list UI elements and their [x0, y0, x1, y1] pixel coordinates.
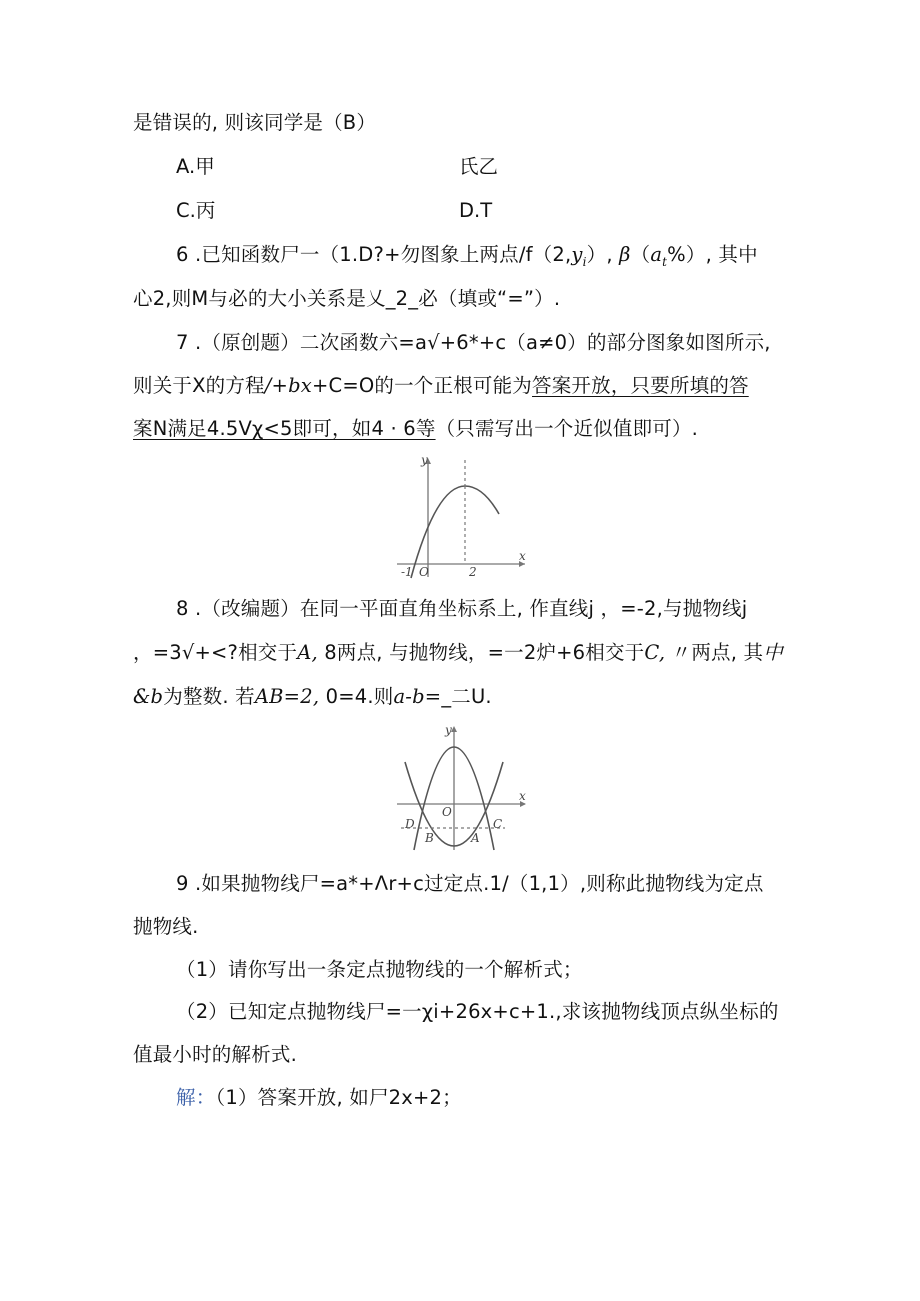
- label-x: x: [519, 789, 526, 803]
- q6-line-1: 6 .已知函数尸一（1.D?+勿图象上两点$/f(2,y_i)$, $\beta(a_t\%)$, 其中: [176, 243, 758, 269]
- label-b: B: [425, 831, 434, 845]
- figure-q7-parabola: [395, 452, 535, 582]
- q9-part-2-line-1: （2）已知定点抛物线尸=一χi+26x+c+1.,求该抛物线顶点纵坐标的: [176, 1000, 779, 1023]
- q7-line-3: 案N满足4.5Vχ<5即可，如4 · 6等（只需写出一个近似值即可）.: [133, 417, 699, 440]
- q6-line-2: 心2,则M与必的大小关系是乂_2_必（填或“=”）.: [133, 287, 561, 310]
- q5-tail: 是错误的, 则该同学是（B）: [133, 111, 377, 134]
- label-origin: O: [419, 565, 429, 579]
- solution-label: 解：: [176, 1086, 216, 1109]
- label-d: D: [405, 817, 415, 831]
- q9-part-1: （1）请你写出一条定点抛物线的一个解析式；: [176, 958, 583, 981]
- q5-option-b: 氏乙: [459, 155, 499, 178]
- q9-solution: 解：（1）答案开放, 如尸2x+2；: [176, 1086, 462, 1109]
- label-two: 2: [469, 565, 477, 579]
- q5-option-d: D.T: [459, 199, 493, 222]
- q9-line-1: 9 .如果抛物线尸=a*+Λr+c过定点.1/（1,1）,则称此抛物线为定点: [176, 872, 764, 895]
- q9-line-2: 抛物线.: [133, 915, 199, 938]
- q5-option-a: A.甲: [176, 155, 215, 178]
- q9-part-2-line-2: 值最小时的解析式.: [133, 1043, 297, 1066]
- q8-line-1: 8 .（改编题）在同一平面直角坐标系上, 作直线j ，=-2,与抛物线j: [176, 597, 748, 620]
- label-origin: O: [442, 805, 452, 819]
- q7-line-1: 7 .（原创题）二次函数六=a√+6*+c（a≠0）的部分图象如图所示,: [176, 331, 771, 354]
- label-minus-one: -1: [401, 565, 413, 579]
- label-a: A: [471, 831, 480, 845]
- label-y: y: [445, 723, 452, 737]
- label-y: y: [421, 453, 428, 467]
- y-axis-arrow: [451, 726, 457, 732]
- q8-line-3: &b为整数. 若AB=2, 0=4.则a-b=_二U.: [133, 685, 492, 708]
- q7-line-2: 则关于X的方程/+bx+C=O的一个正根可能为答案开放，只要所填的答: [133, 374, 749, 397]
- label-c: C: [493, 817, 503, 831]
- q5-option-c: C.丙: [176, 199, 216, 222]
- label-x: x: [519, 549, 526, 563]
- figure-q8-parabolas: [395, 722, 535, 854]
- q8-line-2: ，=3√+<?相交于A, 8两点, 与抛物线，=一2炉+6相交于C, 〃两点, 其中: [133, 641, 783, 664]
